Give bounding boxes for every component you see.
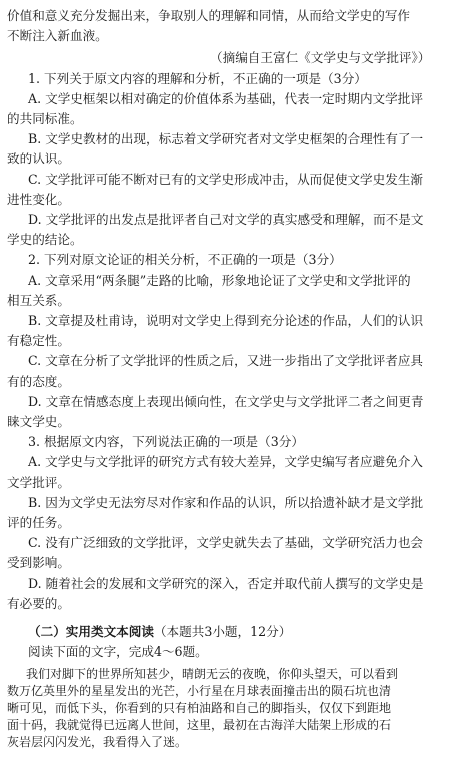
question-1-option-d-cont: 学史的结论。 <box>7 232 83 247</box>
question-3-option-a-cont: 文学批评。 <box>7 475 70 490</box>
question-3-option-b-cont: 评的任务。 <box>7 515 70 530</box>
question-3-stem: 3. 根据原文内容，下列说法正确的一项是（3分） <box>28 434 304 449</box>
question-2-option-c-cont: 有的态度。 <box>7 374 70 389</box>
question-2-option-a-cont: 相互关系。 <box>7 293 70 308</box>
passage-line-3: 晰可见，而低下头，你看到的只有柏油路和自己的脚指头，仅仅下到距地 <box>7 701 392 715</box>
question-1-option-c-cont: 进性变化。 <box>7 192 70 207</box>
passage-line-5: 灰岩层闪闪发光，我看得入了迷。 <box>7 735 188 749</box>
passage-line-4: 面十码，我就觉得已远离人世间，这里，最初在古海洋大陆架上形成的石 <box>7 718 392 732</box>
passage-line-2: 数万亿英里外的星星发出的光芒，小行星在月球表面撞击出的陨石坑也清 <box>7 684 392 698</box>
question-1-option-d: D. 文学批评的出发点是批评者自己对文学的真实感受和理解，而不是文 <box>28 212 424 227</box>
question-3-option-c: C. 没有广泛细致的文学批评，文学史就失去了基础，文学研究活力也会 <box>28 535 424 550</box>
question-2-option-b: B. 文章提及杜甫诗，说明对文学史上得到充分论述的作品，人们的认识 <box>28 313 424 328</box>
question-3-option-d: D. 随着社会的发展和文学研究的深入，否定并取代前人撰写的文学史是 <box>28 576 424 591</box>
question-3-option-c-cont: 受到影响。 <box>7 555 70 570</box>
passage-intro-line-2: 不断注入新血液。 <box>7 28 108 43</box>
question-2-option-a: A. 文章采用“两条腿”走路的比喻，形象地论证了文学史和文学批评的 <box>28 273 411 288</box>
question-2-option-d-cont: 睐文学史。 <box>7 414 70 429</box>
question-3-option-d-cont: 有必要的。 <box>7 596 70 611</box>
section-heading-note: （本题共3小题，12分） <box>153 624 292 639</box>
section-heading <box>28 624 291 640</box>
section-heading-title: （二）实用类文本阅读 <box>28 624 154 639</box>
question-2-option-d: D. 文章在情感态度上表现出倾向性，在文学史与文学批评二者之间更青 <box>28 394 424 409</box>
question-2-option-b-cont: 有稳定性。 <box>7 333 70 348</box>
question-1-stem: 1. 下列关于原文内容的理解和分析，不正确的一项是（3分） <box>28 71 367 86</box>
source-citation: （摘编自王富仁《文学史与文学批评》） <box>210 50 431 65</box>
passage-intro-line-1: 价值和意义充分发掘出来，争取别人的理解和同情，从而给文学史的写作 <box>7 8 410 23</box>
passage-line-1: 我们对脚下的世界所知甚少，晴朗无云的夜晚，你仰头望天，可以看到 <box>26 667 399 681</box>
section-instruction: 阅读下面的文字，完成4～6题。 <box>28 644 208 659</box>
question-1-option-a-cont: 的共同标准。 <box>7 111 83 126</box>
question-1-option-b-cont: 致的认识。 <box>7 151 70 166</box>
question-3-option-b: B. 因为文学史无法穷尽对作家和作品的认识，所以拾遗补缺才是文学批 <box>28 495 424 510</box>
question-1-option-c: C. 文学批评可能不断对已有的文学史形成冲击，从而促使文学史发生渐 <box>28 172 424 187</box>
question-3-option-a: A. 文学史与文学批评的研究方式有较大差异，文学史编写者应避免介入 <box>28 454 423 469</box>
question-1-option-b: B. 文学史教材的出现，标志着文学研究者对文学史框架的合理性有了一 <box>28 131 424 146</box>
question-2-stem: 2. 下列对原文论证的相关分析，不正确的一项是（3分） <box>28 252 342 267</box>
question-1-option-a: A. 文学史框架以相对确定的价值体系为基础，代表一定时期内文学批评 <box>28 91 423 106</box>
question-2-option-c: C. 文章在分析了文学批评的性质之后，又进一步指出了文学批评者应具 <box>28 353 424 368</box>
